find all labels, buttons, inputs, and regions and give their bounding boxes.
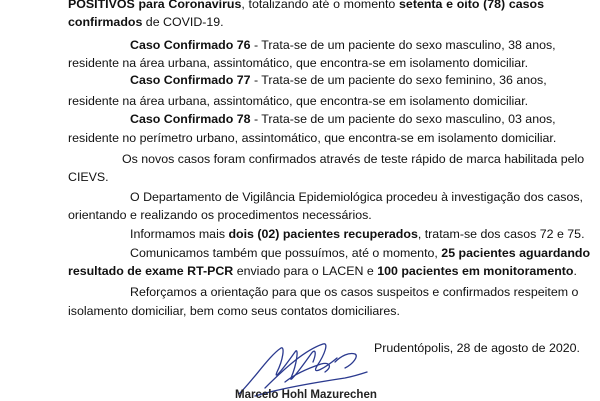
case77-line1: Caso Confirmado 77 - Trata-se de um paciente do sexo feminino, 36 anos, — [130, 73, 547, 87]
para-dept-line1: O Departamento de Vigilância Epidemiológica procedeu à investigação dos casos, — [130, 190, 583, 204]
case78-line1: Caso Confirmado 78 - Trata-se de um paciente do sexo masculino, 03 anos, — [130, 112, 556, 126]
para-guidance-line2: isolamento domiciliar, bem como seus contatos domiciliares. — [68, 304, 400, 318]
para1-line2: confirmados de COVID-19. — [68, 15, 224, 29]
case77-line2: residente na área urbana, assintomático, que encontra-se em isolamento domiciliar. — [68, 94, 529, 108]
signatory-name: Marcelo Hohl Mazurechen — [235, 389, 377, 401]
case78-line2: residente no perímetro urbano, assintomático, que encontra-se em isolamento domiciliar. — [68, 131, 557, 145]
para-guidance-line1: Reforçamos a orientação para que os casos suspeitos e confirmados respeitem o — [130, 285, 579, 299]
para-test-line2: CIEVS. — [68, 170, 109, 184]
case76-line2: residente na área urbana, assintomático, que encontra-se em isolamento domiciliar. — [68, 56, 529, 70]
para-awaiting-line1: Comunicamos também que possuímos, até o momento, 25 pacientes aguardando — [130, 246, 591, 260]
place-date: Prudentópolis, 28 de agosto de 2020. — [374, 341, 580, 355]
para-recovered: Informamos mais dois (02) pacientes recuperados, tratam-se dos casos 72 e 75. — [130, 227, 585, 241]
para1-line1: POSITIVOS para Coronavírus, totalizando até o momento setenta e oito (78) casos — [68, 0, 545, 11]
para-awaiting-line2: resultado de exame RT-PCR enviado para o LACEN e 100 pacientes em monitoramento. — [68, 264, 577, 278]
para-dept-line2: orientando e realizando os procedimentos necessários. — [68, 208, 372, 222]
case76-line1: Caso Confirmado 76 - Trata-se de um paciente do sexo masculino, 38 anos, — [130, 38, 556, 52]
para-test-line1: Os novos casos foram confirmados através de teste rápido de marca habilitada pelo — [122, 152, 585, 166]
